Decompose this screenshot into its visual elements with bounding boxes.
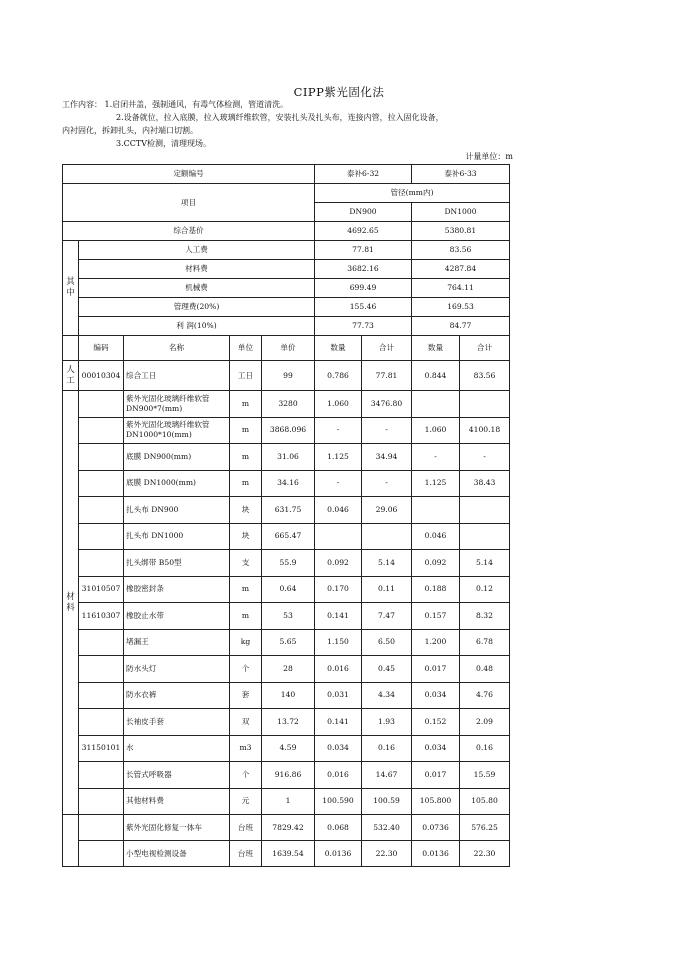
resource-row [63, 417, 510, 444]
quantity-dn900-cell: 0.034 [315, 735, 362, 762]
item-name-cell: 底膜 DN1000(mm) [124, 470, 230, 497]
total-dn1000-cell: 4.76 [460, 682, 510, 709]
code-cell [79, 788, 124, 815]
work-content-line-1: 工作内容： 1.启闭井盖，强制通风，有毒气体检测，管道清洗。 [62, 100, 289, 109]
total-dn1000-cell: 8.32 [460, 603, 510, 630]
item-name-cell: 扎头布 DN1000 [124, 523, 230, 550]
column-header-qty2: 数量 [412, 336, 460, 361]
resource-row [63, 841, 510, 867]
item-name-cell: 扎头布 DN900 [124, 497, 230, 524]
quantity-dn900-cell: - [315, 470, 362, 497]
header-blank [63, 336, 79, 361]
total-dn1000-cell: 6.78 [460, 629, 510, 656]
cost-breakdown-row [63, 241, 510, 260]
price-cell: 631.75 [262, 497, 315, 524]
unit-cell: 元 [230, 788, 262, 815]
price-cell: 53 [262, 603, 315, 630]
quantity-dn1000-cell: 0.157 [412, 603, 460, 630]
quantity-dn1000-cell: 0.046 [412, 523, 460, 550]
quota-number-row [63, 165, 510, 184]
diameter-label: 管径(mm内) [315, 184, 510, 203]
price-cell: 31.06 [262, 444, 315, 471]
total-dn900-cell: - [362, 417, 412, 444]
item-name-cell: 长袖皮手套 [124, 709, 230, 736]
price-cell: 28 [262, 656, 315, 683]
item-label: 项目 [63, 184, 315, 222]
cost-label: 人工费 [79, 241, 315, 260]
cost-breakdown-row [63, 317, 510, 336]
quantity-dn900-cell: 0.0136 [315, 841, 362, 867]
material-group-label [63, 391, 79, 815]
item-name-cell: 防水头灯 [124, 656, 230, 683]
quantity-dn900-cell: 0.016 [315, 656, 362, 683]
item-name-cell: 紫外光固化玻璃纤维软管DN900*7(mm) [124, 391, 230, 418]
quantity-dn900-cell: 0.141 [315, 709, 362, 736]
quantity-dn1000-cell: 0.152 [412, 709, 460, 736]
quantity-dn900-cell: 1.125 [315, 444, 362, 471]
unit-label: 计量单位：m [465, 152, 513, 161]
cost-breakdown-row [63, 260, 510, 279]
resource-row [63, 603, 510, 630]
column-header-row [63, 336, 510, 361]
total-dn1000-cell [460, 391, 510, 418]
total-dn1000-cell: 0.12 [460, 576, 510, 603]
item-name-cell: 综合工日 [124, 361, 230, 391]
unit-cell: m [230, 391, 262, 418]
item-name-cell: 长管式呼吸器 [124, 762, 230, 789]
quantity-dn1000-cell: 0.034 [412, 735, 460, 762]
base-price-label: 综合基价 [63, 222, 315, 241]
total-dn900-cell: 1.93 [362, 709, 412, 736]
unit-cell: m [230, 470, 262, 497]
cost-value-dn1000: 84.77 [412, 317, 510, 336]
item-name-cell: 防水衣裤 [124, 682, 230, 709]
total-dn900-cell: 77.81 [362, 361, 412, 391]
total-dn1000-cell: 2.09 [460, 709, 510, 736]
code-cell [79, 709, 124, 736]
diameter-row [63, 184, 510, 203]
code-cell: 00010304 [79, 361, 124, 391]
unit-cell: 套 [230, 682, 262, 709]
unit-cell: m3 [230, 735, 262, 762]
column-header-total1: 合计 [362, 336, 412, 361]
item-name-cell: 小型电视检测设备 [124, 841, 230, 867]
total-dn1000-cell: 0.48 [460, 656, 510, 683]
labor-group-label [63, 361, 79, 391]
machine-group-cell [63, 815, 79, 867]
quota-no-2: 泰补6-33 [412, 165, 510, 184]
total-dn1000-cell: - [460, 444, 510, 471]
unit-cell: 支 [230, 550, 262, 577]
resource-row [63, 576, 510, 603]
price-cell: 1 [262, 788, 315, 815]
dn-900: DN900 [315, 203, 412, 222]
unit-cell: 个 [230, 656, 262, 683]
quantity-dn1000-cell: 0.844 [412, 361, 460, 391]
column-header-code: 编码 [79, 336, 124, 361]
total-dn900-cell [362, 523, 412, 550]
price-cell: 3280 [262, 391, 315, 418]
column-header-price: 单价 [262, 336, 315, 361]
price-cell: 7829.42 [262, 815, 315, 841]
unit-cell: 个 [230, 762, 262, 789]
code-cell [79, 656, 124, 683]
resource-row [63, 497, 510, 524]
code-cell [79, 629, 124, 656]
quota-no-label: 定额编号 [63, 165, 315, 184]
base-price-2: 5380.81 [412, 222, 510, 241]
total-dn900-cell: 0.16 [362, 735, 412, 762]
cost-value-dn1000: 764.11 [412, 279, 510, 298]
quantity-dn1000-cell: 0.0136 [412, 841, 460, 867]
code-cell [79, 470, 124, 497]
quantity-dn1000-cell: 0.188 [412, 576, 460, 603]
total-dn900-cell: 100.59 [362, 788, 412, 815]
cost-breakdown-row [63, 279, 510, 298]
quantity-dn1000-cell: 0.0736 [412, 815, 460, 841]
unit-cell: m [230, 576, 262, 603]
material-group-label-text: 材料 [66, 591, 75, 613]
quantity-dn900-cell: 0.092 [315, 550, 362, 577]
base-price-1: 4692.65 [315, 222, 412, 241]
cost-label: 利 润(10%) [79, 317, 315, 336]
quantity-dn900-cell: 0.786 [315, 361, 362, 391]
cost-breakdown-row [63, 298, 510, 317]
column-header-total2: 合计 [460, 336, 510, 361]
resource-row [63, 762, 510, 789]
cost-value-dn900: 699.49 [315, 279, 412, 298]
quantity-dn1000-cell: 0.034 [412, 682, 460, 709]
total-dn900-cell: 29.06 [362, 497, 412, 524]
unit-cell: m [230, 603, 262, 630]
total-dn900-cell: 6.50 [362, 629, 412, 656]
cost-value-dn1000: 83.56 [412, 241, 510, 260]
quantity-dn900-cell: 100.590 [315, 788, 362, 815]
item-name-cell: 橡胶密封条 [124, 576, 230, 603]
resource-row [63, 629, 510, 656]
total-dn900-cell: 7.47 [362, 603, 412, 630]
total-dn900-cell: 34.94 [362, 444, 412, 471]
cost-value-dn900: 77.73 [315, 317, 412, 336]
price-cell: 5.65 [262, 629, 315, 656]
quantity-dn900-cell: 1.060 [315, 391, 362, 418]
price-cell: 55.9 [262, 550, 315, 577]
total-dn900-cell: 532.40 [362, 815, 412, 841]
quota-no-1: 泰补6-32 [315, 165, 412, 184]
quantity-dn900-cell: - [315, 417, 362, 444]
quantity-dn1000-cell [412, 391, 460, 418]
unit-cell: 台班 [230, 815, 262, 841]
item-name-cell: 紫外光固化修复一体车 [124, 815, 230, 841]
item-name-cell: 橡胶止水带 [124, 603, 230, 630]
total-dn1000-cell: 38.43 [460, 470, 510, 497]
price-cell: 140 [262, 682, 315, 709]
item-name-cell: 堵漏王 [124, 629, 230, 656]
quantity-dn900-cell: 0.068 [315, 815, 362, 841]
price-cell: 13.72 [262, 709, 315, 736]
resource-row [63, 550, 510, 577]
quantity-dn900-cell: 0.031 [315, 682, 362, 709]
quantity-dn900-cell: 0.141 [315, 603, 362, 630]
price-cell: 665.47 [262, 523, 315, 550]
unit-cell: 台班 [230, 841, 262, 867]
dn-1000: DN1000 [412, 203, 510, 222]
code-cell [79, 417, 124, 444]
cost-label: 材料费 [79, 260, 315, 279]
quantity-dn1000-cell [412, 497, 460, 524]
total-dn1000-cell [460, 523, 510, 550]
code-cell [79, 550, 124, 577]
unit-cell: m [230, 417, 262, 444]
total-dn900-cell: 4.34 [362, 682, 412, 709]
code-cell [79, 444, 124, 471]
page-title: CIPP紫光固化法 [293, 85, 385, 99]
resource-row [63, 470, 510, 497]
qizhong-label [63, 241, 79, 336]
code-cell [79, 841, 124, 867]
code-cell: 11610307 [79, 603, 124, 630]
cost-value-dn1000: 4287.84 [412, 260, 510, 279]
resource-row [63, 523, 510, 550]
work-content-line-4: 3.CCTV检测，清理现场。 [116, 139, 211, 148]
total-dn1000-cell: 105.80 [460, 788, 510, 815]
price-cell: 916.86 [262, 762, 315, 789]
resource-row [63, 815, 510, 841]
quantity-dn1000-cell: 1.060 [412, 417, 460, 444]
quantity-dn900-cell: 0.016 [315, 762, 362, 789]
price-cell: 1639.54 [262, 841, 315, 867]
price-cell: 99 [262, 361, 315, 391]
quantity-dn1000-cell: 0.092 [412, 550, 460, 577]
cost-label: 管理费(20%) [79, 298, 315, 317]
quantity-dn1000-cell: 1.200 [412, 629, 460, 656]
cost-label: 机械费 [79, 279, 315, 298]
item-name-cell: 底膜 DN900(mm) [124, 444, 230, 471]
total-dn1000-cell: 4100.18 [460, 417, 510, 444]
labor-group-label-text: 人工 [66, 364, 75, 386]
column-header-name: 名称 [124, 336, 230, 361]
unit-cell: 块 [230, 523, 262, 550]
total-dn900-cell: 3476.80 [362, 391, 412, 418]
resource-row [63, 391, 510, 418]
price-cell: 0.64 [262, 576, 315, 603]
qizhong-label-text: 其中 [66, 277, 75, 298]
resource-row [63, 682, 510, 709]
total-dn900-cell: 14.67 [362, 762, 412, 789]
resource-row [63, 709, 510, 736]
total-dn1000-cell: 0.16 [460, 735, 510, 762]
item-name-cell: 水 [124, 735, 230, 762]
total-dn900-cell: 0.11 [362, 576, 412, 603]
resource-row [63, 735, 510, 762]
resource-row [63, 444, 510, 471]
total-dn1000-cell: 15.59 [460, 762, 510, 789]
code-cell [79, 523, 124, 550]
code-cell [79, 762, 124, 789]
resource-row [63, 361, 510, 391]
quantity-dn900-cell [315, 523, 362, 550]
total-dn1000-cell: 83.56 [460, 361, 510, 391]
quantity-dn900-cell: 0.046 [315, 497, 362, 524]
quantity-dn900-cell: 0.170 [315, 576, 362, 603]
unit-cell: 块 [230, 497, 262, 524]
resource-row [63, 656, 510, 683]
total-dn1000-cell: 22.30 [460, 841, 510, 867]
column-header-unit: 单位 [230, 336, 262, 361]
code-cell: 31010507 [79, 576, 124, 603]
quota-table [62, 164, 510, 867]
item-name-cell: 扎头绑带 B50型 [124, 550, 230, 577]
total-dn900-cell: 0.45 [362, 656, 412, 683]
code-cell [79, 391, 124, 418]
column-header-qty1: 数量 [315, 336, 362, 361]
total-dn900-cell: 22.30 [362, 841, 412, 867]
price-cell: 4.59 [262, 735, 315, 762]
quantity-dn900-cell: 1.150 [315, 629, 362, 656]
unit-cell: m [230, 444, 262, 471]
item-name-cell: 紫外光固化玻璃纤维软管DN1000*10(mm) [124, 417, 230, 444]
cost-value-dn900: 155.46 [315, 298, 412, 317]
item-name-cell: 其他材料费 [124, 788, 230, 815]
code-cell [79, 815, 124, 841]
cost-value-dn900: 3682.16 [315, 260, 412, 279]
code-cell: 31150101 [79, 735, 124, 762]
work-content-line-2: 2.设备就位，拉入底膜，拉入玻璃纤维软管，安装扎头及扎头布，连接内管，拉入固化设备， [116, 113, 444, 122]
total-dn1000-cell: 5.14 [460, 550, 510, 577]
resource-row [63, 788, 510, 815]
quantity-dn1000-cell: 105.800 [412, 788, 460, 815]
work-content-line-3: 内衬固化，拆卸扎头，内衬端口切割。 [62, 126, 198, 135]
total-dn1000-cell: 576.25 [460, 815, 510, 841]
quota-table-body [63, 165, 510, 867]
base-price-row [63, 222, 510, 241]
quantity-dn1000-cell: - [412, 444, 460, 471]
cost-value-dn900: 77.81 [315, 241, 412, 260]
total-dn900-cell: - [362, 470, 412, 497]
price-cell: 34.16 [262, 470, 315, 497]
code-cell [79, 497, 124, 524]
code-cell [79, 682, 124, 709]
unit-cell: 双 [230, 709, 262, 736]
quantity-dn1000-cell: 0.017 [412, 656, 460, 683]
quantity-dn1000-cell: 0.017 [412, 762, 460, 789]
unit-cell: kg [230, 629, 262, 656]
cost-value-dn1000: 169.53 [412, 298, 510, 317]
total-dn900-cell: 5.14 [362, 550, 412, 577]
price-cell: 3868.096 [262, 417, 315, 444]
quantity-dn1000-cell: 1.125 [412, 470, 460, 497]
total-dn1000-cell [460, 497, 510, 524]
unit-cell: 工日 [230, 361, 262, 391]
